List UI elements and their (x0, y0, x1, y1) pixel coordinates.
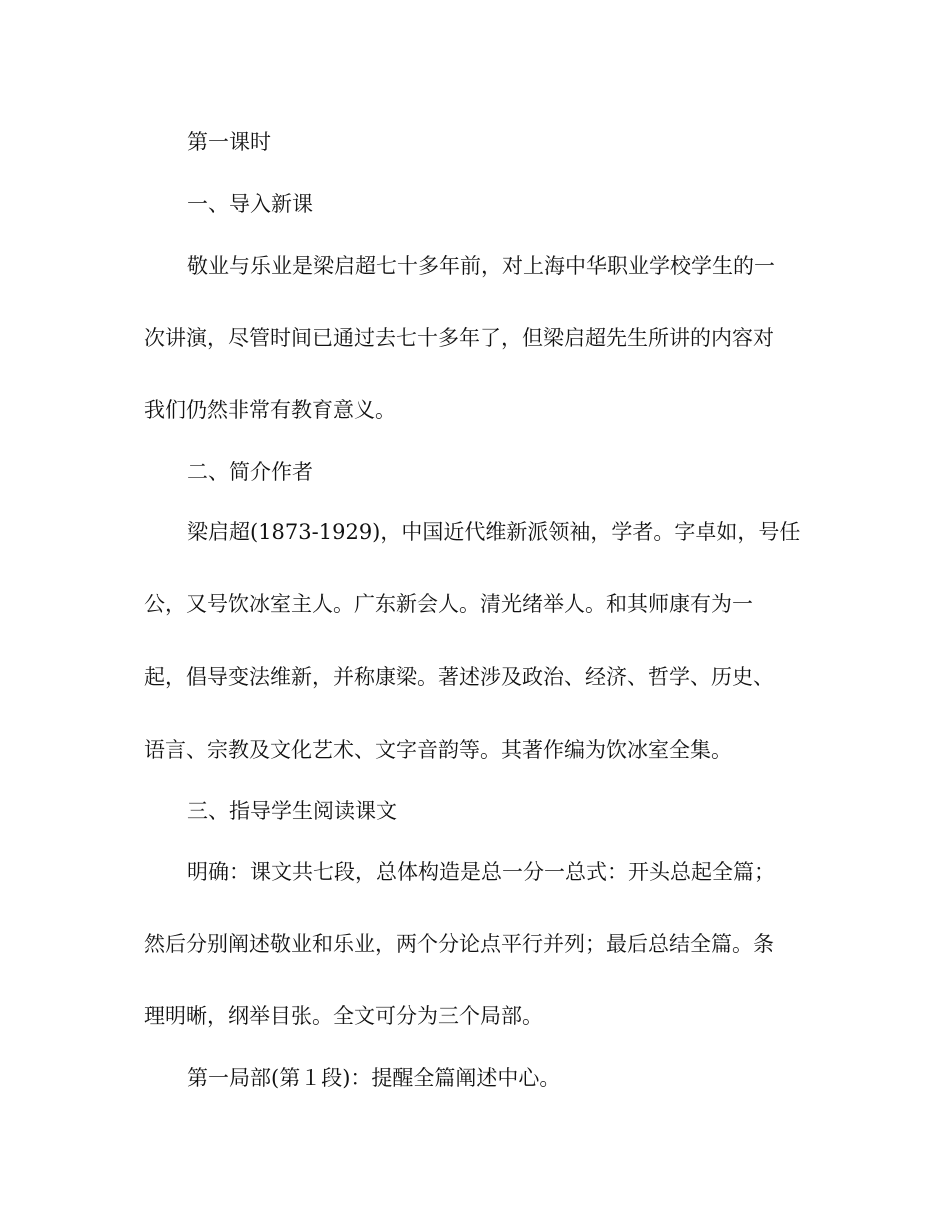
paragraph-line: 起，倡导变法维新，并称康梁。著述涉及政治、经济、哲学、历史、 (144, 665, 774, 689)
paragraph-line: 次讲演，尽管时间已通过去七十多年了，但梁启超先生所讲的内容对 (144, 326, 774, 350)
paragraph-line: 明确：课文共七段，总体构造是总一分一总式：开头总起全篇； (187, 860, 775, 884)
paragraph-line: 第一局部(第１段)：提醒全篇阐述中心。 (187, 1066, 561, 1090)
paragraph-line: 然后分别阐述敬业和乐业，两个分论点平行并列；最后总结全篇。条 (144, 932, 774, 956)
section-heading-author: 二、简介作者 (187, 460, 313, 484)
section-heading-intro: 一、导入新课 (187, 192, 313, 216)
paragraph-line: 敬业与乐业是梁启超七十多年前，对上海中华职业学校学生的一 (187, 254, 775, 278)
paragraph-line: 公，又号饮冰室主人。广东新会人。清光绪举人。和其师康有为一 (144, 592, 753, 616)
paragraph-line: 梁启超(1873-1929)，中国近代维新派领袖，学者。字卓如，号任 (187, 520, 801, 544)
paragraph-line: 语言、宗教及文化艺术、文字音韵等。其著作编为饮冰室全集。 (144, 738, 732, 762)
lesson-period-heading: 第一课时 (187, 130, 271, 154)
paragraph-line: 理明晰，纲举目张。全文可分为三个局部。 (144, 1004, 543, 1028)
section-heading-reading: 三、指导学生阅读课文 (187, 799, 397, 823)
paragraph-line: 我们仍然非常有教育意义。 (144, 398, 396, 422)
